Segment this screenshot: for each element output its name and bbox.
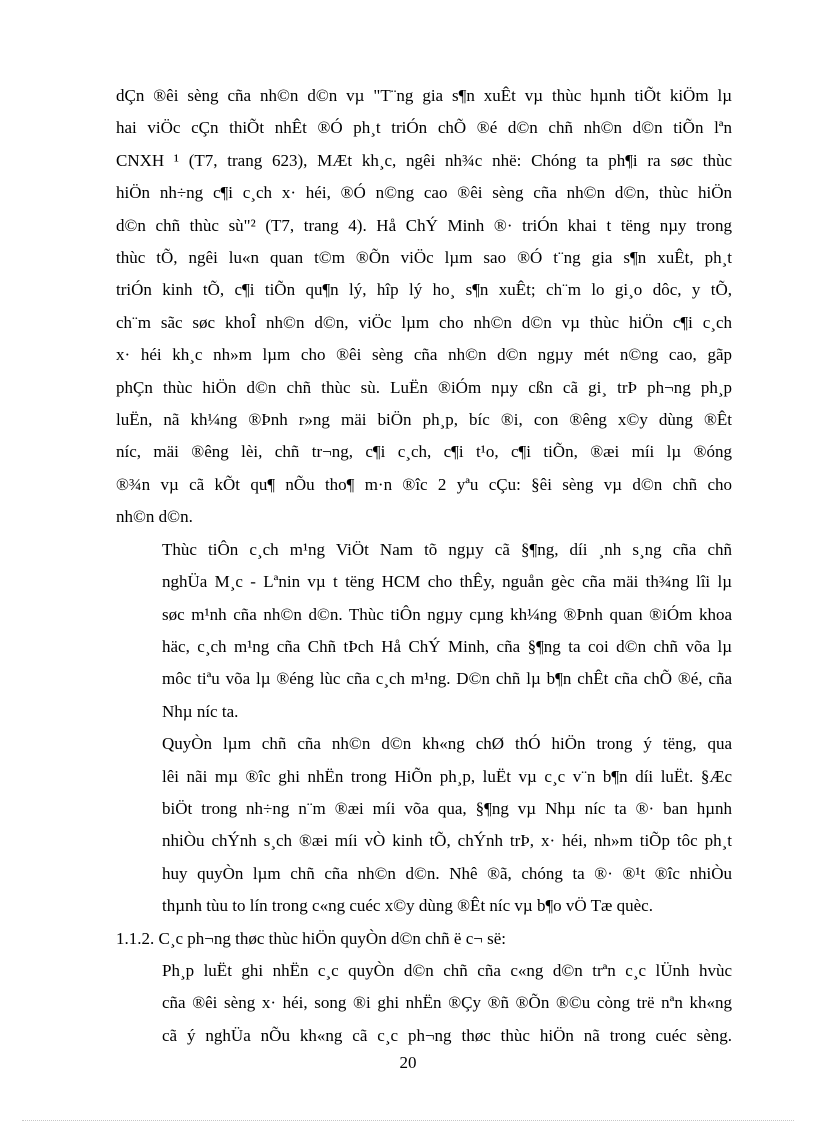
- text-line: CNXH ¹ (T7, trang 623), MÆt kh¸c, ngêi nh¾c nhë: Chóng ta ph¶i ra søc thùc: [116, 150, 732, 170]
- text-line: ch¨m sãc søc khoÎ nh©n d©n, viÖc lµm cho nh©n d©n vµ thùc hiÖn c¶i c¸ch: [116, 312, 732, 332]
- text-line: nhiÒu chÝnh s¸ch ®æi míi vÒ kinh tÕ, chÝnh trÞ, x· héi, nh»m tiÕp tôc ph¸t: [162, 831, 732, 851]
- text-line: Ph¸p luËt ghi nhËn c¸c quyÒn d©n chñ cña c«ng d©n trªn c¸c lÜnh hvùc: [162, 960, 732, 980]
- text-line: huy quyÒn lµm chñ cña nh©n d©n. Nhê ®ã, chóng ta ®· ®¹t ®îc nhiÒu: [162, 863, 732, 883]
- section-heading-text: 1.1.2. C¸c ph¬ng thøc thùc hiÖn quyÒn d©n chñ ë c¬ së:: [116, 928, 506, 948]
- text-line: cña ®êi sèng x· héi, song ®i ghi nhËn ®Çy ®ñ ®Õn ®©u còng trë nªn kh«ng: [162, 993, 732, 1013]
- text-line: hai viÖc cÇn thiÕt nhÊt ®Ó ph¸t triÓn chÕ ®é d©n chñ nh©n d©n tiÕn lªn: [116, 118, 732, 138]
- text-line: thµnh tùu to lín trong c«ng cuéc x©y dùng ®Êt níc vµ b¶o vÖ Tæ quèc.: [162, 896, 653, 916]
- text-line: ®¾n vµ cã kÕt qu¶ nÕu tho¶ m·n ®îc 2 yªu cÇu: §êi sèng vµ d©n chñ cho: [116, 474, 732, 494]
- text-line: nghÜa M¸c - Lªnin vµ t tëng HCM cho thÊy, nguån gèc cña mäi th¾ng lîi lµ: [162, 572, 732, 592]
- text-line: biÖt trong nh÷ng n¨m ®æi míi võa qua, §¶ng vµ Nhµ níc ta ®· ban hµnh: [162, 798, 732, 818]
- paragraph-1: [116, 80, 732, 534]
- text-line: QuyÒn lµm chñ cña nh©n d©n kh«ng chØ thÓ hiÖn trong ý tëng, qua: [162, 734, 732, 754]
- text-line: luËn, nã kh¼ng ®Þnh r»ng mäi biÖn ph¸p, bíc ®i, con ®êng x©y dùng ®Êt: [116, 410, 732, 430]
- text-line: níc, mäi ®êng lèi, chñ tr¬ng, c¶i c¸ch, c¶i t¹o, c¶i tiÕn, ®æi míi lµ ®óng: [116, 442, 732, 462]
- paragraph-4: [116, 955, 732, 1052]
- text-line: dÇn ®êi sèng cña nh©n d©n vµ "T¨ng gia s¶n xuÊt vµ thùc hµnh tiÕt kiÖm lµ: [116, 86, 732, 105]
- paragraph-3: [116, 728, 732, 922]
- text-line: môc tiªu võa lµ ®éng lùc cña c¸ch m¹ng. D©n chñ lµ b¶n chÊt cña chÕ ®é, cña: [162, 669, 732, 689]
- text-line: thùc tÕ, ngêi lu«n quan t©m ®Õn viÖc lµm sao ®Ó t¨ng gia s¶n xuÊt, ph¸t: [116, 248, 732, 268]
- text-line: x· héi kh¸c nh»m lµm cho ®êi sèng cña nh©n d©n ngµy mét n©ng cao, gãp: [116, 345, 732, 365]
- text-line: cã ý nghÜa nÕu kh«ng cã c¸c ph¬ng thøc thùc hiÖn nã trong cuéc sèng.: [162, 1025, 732, 1045]
- text-line: nh©n d©n.: [116, 507, 193, 527]
- section-heading: [116, 923, 732, 955]
- body-text: [116, 80, 732, 1052]
- text-line: häc, c¸ch m¹ng cña Chñ tÞch Hå ChÝ Minh, cña §¶ng ta coi d©n chñ võa lµ: [162, 636, 732, 656]
- text-line: Nhµ níc ta.: [162, 701, 239, 721]
- text-line: Thùc tiÔn c¸ch m¹ng ViÖt Nam tõ ngµy cã §¶ng, díi ¸nh s¸ng cña chñ: [162, 539, 732, 559]
- text-line: d©n chñ thùc sù"² (T7, trang 4). Hå ChÝ Minh ®· triÓn khai t tëng nµy trong: [116, 215, 732, 235]
- text-line: søc m¹nh cña nh©n d©n. Thùc tiÔn ngµy cµng kh¼ng ®Þnh quan ®iÓm khoa: [162, 604, 732, 624]
- paragraph-2: [116, 534, 732, 728]
- text-line: phÇn thùc hiÖn d©n chñ thùc sù. LuËn ®iÓm nµy cßn cã gi¸ trÞ ph¬ng ph¸p: [116, 377, 732, 397]
- text-line: lêi nãi mµ ®îc ghi nhËn trong HiÕn ph¸p, luËt vµ c¸c v¨n b¶n díi luËt. §Æc: [162, 766, 732, 786]
- text-line: hiÖn nh÷ng c¶i c¸ch x· héi, ®Ó n©ng cao ®êi sèng cña nh©n d©n, thùc hiÖn: [116, 183, 732, 203]
- page-number: 20: [399, 1053, 417, 1072]
- page-divider: [22, 1120, 794, 1121]
- text-line: triÓn kinh tÕ, c¶i tiÕn qu¶n lý, hîp lý ho¸ s¶n xuÊt; ch¨m lo gi¸o dôc, y tÕ,: [116, 280, 732, 300]
